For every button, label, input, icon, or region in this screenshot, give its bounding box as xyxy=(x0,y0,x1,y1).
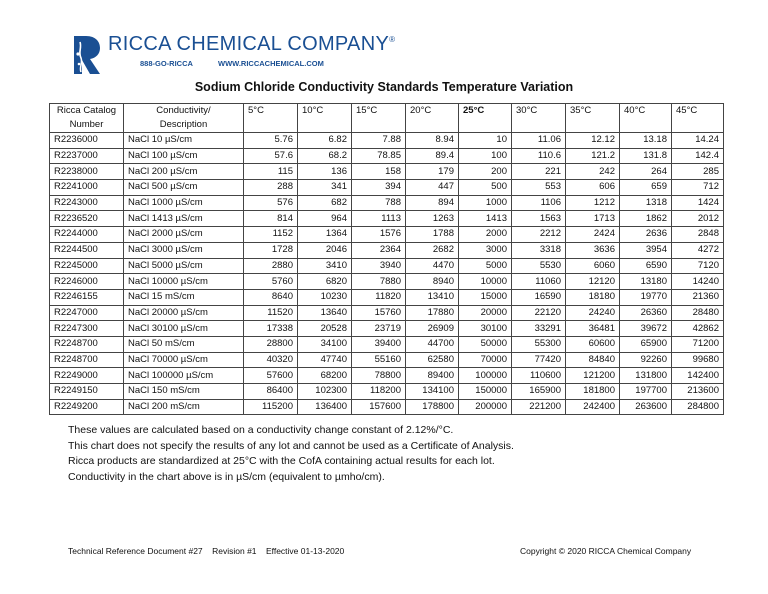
header-temp-40c: 40°C xyxy=(620,104,672,133)
header-temp-10c: 10°C xyxy=(298,104,352,133)
conductivity-value-cell: 6820 xyxy=(298,274,352,290)
conductivity-value-cell: 100000 xyxy=(459,368,512,384)
conductivity-value-cell: 23719 xyxy=(352,321,406,337)
conductivity-value-cell: 19770 xyxy=(620,289,672,305)
conductivity-value-cell: 33291 xyxy=(512,321,566,337)
conductivity-value-cell: 242400 xyxy=(566,399,620,415)
conductivity-value-cell: 5530 xyxy=(512,258,566,274)
conductivity-value-cell: 264 xyxy=(620,164,672,180)
conductivity-value-cell: 288 xyxy=(244,180,298,196)
catalog-number-cell: R2248700 xyxy=(50,336,124,352)
conductivity-value-cell: 7880 xyxy=(352,274,406,290)
header-temp-25c: 25°C xyxy=(459,104,512,133)
conductivity-value-cell: 62580 xyxy=(406,352,459,368)
catalog-number-cell: R2249150 xyxy=(50,384,124,400)
conductivity-value-cell: 110.6 xyxy=(512,148,566,164)
conductivity-value-cell: 157600 xyxy=(352,399,406,415)
conductivity-value-cell: 55160 xyxy=(352,352,406,368)
catalog-number-cell: R2237000 xyxy=(50,148,124,164)
conductivity-value-cell: 3318 xyxy=(512,242,566,258)
description-cell: NaCl 30100 µS/cm xyxy=(124,321,244,337)
description-cell: NaCl 70000 µS/cm xyxy=(124,352,244,368)
conductivity-value-cell: 8940 xyxy=(406,274,459,290)
conductivity-value-cell: 2212 xyxy=(512,227,566,243)
conductivity-value-cell: 34100 xyxy=(298,336,352,352)
document-title: Sodium Chloride Conductivity Standards Temperature Variation xyxy=(194,80,574,94)
conductivity-value-cell: 7.88 xyxy=(352,133,406,149)
catalog-number-cell: R2236520 xyxy=(50,211,124,227)
conductivity-value-cell: 1413 xyxy=(459,211,512,227)
conductivity-value-cell: 77420 xyxy=(512,352,566,368)
description-cell: NaCl 1000 µS/cm xyxy=(124,195,244,211)
header-catalog-number: Ricca Catalog Number xyxy=(50,104,124,133)
conductivity-value-cell: 447 xyxy=(406,180,459,196)
conductivity-value-cell: 2364 xyxy=(352,242,406,258)
company-name: RICCA CHEMICAL COMPANY® xyxy=(108,33,396,55)
conductivity-value-cell: 5000 xyxy=(459,258,512,274)
conductivity-value-cell: 11820 xyxy=(352,289,406,305)
conductivity-value-cell: 2682 xyxy=(406,242,459,258)
conductivity-value-cell: 1212 xyxy=(566,195,620,211)
conductivity-value-cell: 576 xyxy=(244,195,298,211)
conductivity-value-cell: 2880 xyxy=(244,258,298,274)
catalog-number-cell: R2248700 xyxy=(50,352,124,368)
conductivity-value-cell: 3000 xyxy=(459,242,512,258)
table-row xyxy=(50,399,724,415)
conductivity-value-cell: 57600 xyxy=(244,368,298,384)
footer-copyright: Copyright © 2020 RICCA Chemical Company xyxy=(520,546,692,556)
conductivity-value-cell: 10230 xyxy=(298,289,352,305)
catalog-number-cell: R2243000 xyxy=(50,195,124,211)
conductivity-value-cell: 1424 xyxy=(672,195,724,211)
notes xyxy=(68,423,514,485)
conductivity-value-cell: 70000 xyxy=(459,352,512,368)
conductivity-value-cell: 284800 xyxy=(672,399,724,415)
conductivity-value-cell: 20528 xyxy=(298,321,352,337)
conductivity-value-cell: 1713 xyxy=(566,211,620,227)
header-temp-5c: 5°C xyxy=(244,104,298,133)
table-row xyxy=(50,368,724,384)
conductivity-value-cell: 3636 xyxy=(566,242,620,258)
conductivity-value-cell: 22120 xyxy=(512,305,566,321)
header-temp-15c: 15°C xyxy=(352,104,406,133)
description-cell: NaCl 50 mS/cm xyxy=(124,336,244,352)
table-row xyxy=(50,211,724,227)
conductivity-value-cell: 894 xyxy=(406,195,459,211)
conductivity-value-cell: 118200 xyxy=(352,384,406,400)
catalog-number-cell: R2247300 xyxy=(50,321,124,337)
table-row xyxy=(50,289,724,305)
conductivity-value-cell: 39400 xyxy=(352,336,406,352)
conductivity-value-cell: 21360 xyxy=(672,289,724,305)
conductivity-value-cell: 39672 xyxy=(620,321,672,337)
conductivity-value-cell: 8640 xyxy=(244,289,298,305)
conductivity-value-cell: 30100 xyxy=(459,321,512,337)
catalog-number-cell: R2249200 xyxy=(50,399,124,415)
conductivity-value-cell: 181800 xyxy=(566,384,620,400)
conductivity-value-cell: 814 xyxy=(244,211,298,227)
conductivity-value-cell: 115200 xyxy=(244,399,298,415)
conductivity-value-cell: 3410 xyxy=(298,258,352,274)
conductivity-value-cell: 17338 xyxy=(244,321,298,337)
conductivity-value-cell: 40320 xyxy=(244,352,298,368)
conductivity-value-cell: 1364 xyxy=(298,227,352,243)
conductivity-value-cell: 3954 xyxy=(620,242,672,258)
conductivity-value-cell: 11060 xyxy=(512,274,566,290)
description-cell: NaCl 200 µS/cm xyxy=(124,164,244,180)
conductivity-value-cell: 89.4 xyxy=(406,148,459,164)
ricca-logo-icon xyxy=(72,34,104,76)
catalog-number-cell: R2244500 xyxy=(50,242,124,258)
conductivity-value-cell: 92260 xyxy=(620,352,672,368)
conductivity-value-cell: 788 xyxy=(352,195,406,211)
conductivity-value-cell: 65900 xyxy=(620,336,672,352)
conductivity-value-cell: 131.8 xyxy=(620,148,672,164)
conductivity-value-cell: 14240 xyxy=(672,274,724,290)
table-row xyxy=(50,384,724,400)
conductivity-value-cell: 6060 xyxy=(566,258,620,274)
conductivity-value-cell: 11520 xyxy=(244,305,298,321)
table-row xyxy=(50,336,724,352)
conductivity-value-cell: 165900 xyxy=(512,384,566,400)
conductivity-value-cell: 121.2 xyxy=(566,148,620,164)
catalog-number-cell: R2247000 xyxy=(50,305,124,321)
description-cell: NaCl 10 µS/cm xyxy=(124,133,244,149)
table-header-row xyxy=(50,104,724,133)
conductivity-value-cell: 13180 xyxy=(620,274,672,290)
conductivity-value-cell: 15000 xyxy=(459,289,512,305)
conductivity-value-cell: 2012 xyxy=(672,211,724,227)
conductivity-value-cell: 200 xyxy=(459,164,512,180)
conductivity-value-cell: 2046 xyxy=(298,242,352,258)
conductivity-value-cell: 394 xyxy=(352,180,406,196)
description-cell: NaCl 20000 µS/cm xyxy=(124,305,244,321)
conductivity-value-cell: 964 xyxy=(298,211,352,227)
company-phone: 888-GO-RICCA xyxy=(140,59,193,68)
catalog-number-cell: R2241000 xyxy=(50,180,124,196)
conductivity-value-cell: 68.2 xyxy=(298,148,352,164)
conductivity-value-cell: 1563 xyxy=(512,211,566,227)
conductivity-value-cell: 1576 xyxy=(352,227,406,243)
conductivity-value-cell: 136 xyxy=(298,164,352,180)
conductivity-value-cell: 8.94 xyxy=(406,133,459,149)
conductivity-table xyxy=(49,103,724,415)
header-temp-45c: 45°C xyxy=(672,104,724,133)
conductivity-value-cell: 2000 xyxy=(459,227,512,243)
description-cell: NaCl 3000 µS/cm xyxy=(124,242,244,258)
conductivity-value-cell: 1263 xyxy=(406,211,459,227)
conductivity-value-cell: 242 xyxy=(566,164,620,180)
conductivity-value-cell: 15760 xyxy=(352,305,406,321)
conductivity-value-cell: 1113 xyxy=(352,211,406,227)
table-row xyxy=(50,164,724,180)
conductivity-value-cell: 115 xyxy=(244,164,298,180)
conductivity-value-cell: 142400 xyxy=(672,368,724,384)
conductivity-value-cell: 17880 xyxy=(406,305,459,321)
header-temp-20c: 20°C xyxy=(406,104,459,133)
conductivity-value-cell: 4272 xyxy=(672,242,724,258)
table-row xyxy=(50,242,724,258)
conductivity-value-cell: 179 xyxy=(406,164,459,180)
catalog-number-cell: R2249000 xyxy=(50,368,124,384)
description-cell: NaCl 10000 µS/cm xyxy=(124,274,244,290)
conductivity-value-cell: 36481 xyxy=(566,321,620,337)
conductivity-value-cell: 78800 xyxy=(352,368,406,384)
description-cell: NaCl 500 µS/cm xyxy=(124,180,244,196)
conductivity-value-cell: 44700 xyxy=(406,336,459,352)
conductivity-value-cell: 158 xyxy=(352,164,406,180)
note-line: Ricca products are standardized at 25°C with the CofA containing actual results for each lot. xyxy=(68,455,495,467)
conductivity-value-cell: 28800 xyxy=(244,336,298,352)
description-cell: NaCl 100 µS/cm xyxy=(124,148,244,164)
description-cell: NaCl 200 mS/cm xyxy=(124,399,244,415)
conductivity-value-cell: 142.4 xyxy=(672,148,724,164)
conductivity-value-cell: 20000 xyxy=(459,305,512,321)
catalog-number-cell: R2236000 xyxy=(50,133,124,149)
description-cell: NaCl 100000 µS/cm xyxy=(124,368,244,384)
conductivity-value-cell: 68200 xyxy=(298,368,352,384)
conductivity-value-cell: 659 xyxy=(620,180,672,196)
conductivity-value-cell: 1318 xyxy=(620,195,672,211)
table-row xyxy=(50,133,724,149)
table-row xyxy=(50,195,724,211)
conductivity-value-cell: 100 xyxy=(459,148,512,164)
conductivity-value-cell: 1728 xyxy=(244,242,298,258)
description-cell: NaCl 2000 µS/cm xyxy=(124,227,244,243)
catalog-number-cell: R2245000 xyxy=(50,258,124,274)
conductivity-value-cell: 71200 xyxy=(672,336,724,352)
conductivity-value-cell: 89400 xyxy=(406,368,459,384)
table-body xyxy=(50,133,724,415)
conductivity-value-cell: 42862 xyxy=(672,321,724,337)
conductivity-value-cell: 6590 xyxy=(620,258,672,274)
conductivity-value-cell: 2636 xyxy=(620,227,672,243)
conductivity-value-cell: 200000 xyxy=(459,399,512,415)
conductivity-value-cell: 1000 xyxy=(459,195,512,211)
conductivity-value-cell: 102300 xyxy=(298,384,352,400)
conductivity-value-cell: 150000 xyxy=(459,384,512,400)
header-temp-35c: 35°C xyxy=(566,104,620,133)
conductivity-value-cell: 12.12 xyxy=(566,133,620,149)
table-row xyxy=(50,274,724,290)
note-line: Conductivity in the chart above is in µS/cm (equivalent to µmho/cm). xyxy=(68,470,385,483)
table-row xyxy=(50,258,724,274)
conductivity-value-cell: 47740 xyxy=(298,352,352,368)
note-line: This chart does not specify the results of any lot and cannot be used as a Certificate of Analysis. xyxy=(68,439,514,452)
description-cell: NaCl 15 mS/cm xyxy=(124,289,244,305)
table-row xyxy=(50,352,724,368)
conductivity-value-cell: 1788 xyxy=(406,227,459,243)
catalog-number-cell: R2246000 xyxy=(50,274,124,290)
conductivity-value-cell: 55300 xyxy=(512,336,566,352)
conductivity-value-cell: 13410 xyxy=(406,289,459,305)
conductivity-value-cell: 1152 xyxy=(244,227,298,243)
conductivity-value-cell: 57.6 xyxy=(244,148,298,164)
conductivity-value-cell: 1106 xyxy=(512,195,566,211)
company-website: WWW.RICCACHEMICAL.COM xyxy=(218,59,324,68)
conductivity-value-cell: 263600 xyxy=(620,399,672,415)
conductivity-value-cell: 14.24 xyxy=(672,133,724,149)
table-row xyxy=(50,148,724,164)
conductivity-value-cell: 285 xyxy=(672,164,724,180)
catalog-number-cell: R2244000 xyxy=(50,227,124,243)
conductivity-value-cell: 136400 xyxy=(298,399,352,415)
conductivity-value-cell: 553 xyxy=(512,180,566,196)
conductivity-value-cell: 221 xyxy=(512,164,566,180)
conductivity-value-cell: 197700 xyxy=(620,384,672,400)
conductivity-value-cell: 10000 xyxy=(459,274,512,290)
conductivity-value-cell: 99680 xyxy=(672,352,724,368)
note-line: These values are calculated based on a conductivity change constant of 2.12%/°C. xyxy=(68,424,454,436)
conductivity-value-cell: 712 xyxy=(672,180,724,196)
conductivity-value-cell: 16590 xyxy=(512,289,566,305)
header-temp-30c: 30°C xyxy=(512,104,566,133)
conductivity-value-cell: 4470 xyxy=(406,258,459,274)
conductivity-value-cell: 50000 xyxy=(459,336,512,352)
conductivity-value-cell: 221200 xyxy=(512,399,566,415)
conductivity-value-cell: 6.82 xyxy=(298,133,352,149)
conductivity-value-cell: 13.18 xyxy=(620,133,672,149)
conductivity-value-cell: 60600 xyxy=(566,336,620,352)
conductivity-value-cell: 341 xyxy=(298,180,352,196)
conductivity-value-cell: 682 xyxy=(298,195,352,211)
table-row xyxy=(50,321,724,337)
conductivity-value-cell: 12120 xyxy=(566,274,620,290)
table-row xyxy=(50,180,724,196)
conductivity-value-cell: 13640 xyxy=(298,305,352,321)
conductivity-value-cell: 606 xyxy=(566,180,620,196)
conductivity-value-cell: 121200 xyxy=(566,368,620,384)
conductivity-value-cell: 5760 xyxy=(244,274,298,290)
table-row xyxy=(50,227,724,243)
description-cell: NaCl 5000 µS/cm xyxy=(124,258,244,274)
conductivity-value-cell: 24240 xyxy=(566,305,620,321)
conductivity-value-cell: 213600 xyxy=(672,384,724,400)
conductivity-value-cell: 1862 xyxy=(620,211,672,227)
conductivity-value-cell: 18180 xyxy=(566,289,620,305)
header-description: Conductivity/ Description xyxy=(124,104,244,133)
conductivity-value-cell: 26360 xyxy=(620,305,672,321)
catalog-number-cell: R2238000 xyxy=(50,164,124,180)
conductivity-value-cell: 2424 xyxy=(566,227,620,243)
description-cell: NaCl 1413 µS/cm xyxy=(124,211,244,227)
conductivity-value-cell: 110600 xyxy=(512,368,566,384)
conductivity-value-cell: 26909 xyxy=(406,321,459,337)
conductivity-value-cell: 86400 xyxy=(244,384,298,400)
conductivity-value-cell: 10 xyxy=(459,133,512,149)
conductivity-value-cell: 5.76 xyxy=(244,133,298,149)
table-row xyxy=(50,305,724,321)
conductivity-value-cell: 2848 xyxy=(672,227,724,243)
conductivity-value-cell: 134100 xyxy=(406,384,459,400)
catalog-number-cell: R2246155 xyxy=(50,289,124,305)
conductivity-value-cell: 28480 xyxy=(672,305,724,321)
footer-document-info: Technical Reference Document #27 Revision #1 Effective 01-13-2020 xyxy=(68,546,345,556)
conductivity-value-cell: 78.85 xyxy=(352,148,406,164)
description-cell: NaCl 150 mS/cm xyxy=(124,384,244,400)
conductivity-value-cell: 3940 xyxy=(352,258,406,274)
conductivity-value-cell: 500 xyxy=(459,180,512,196)
conductivity-value-cell: 84840 xyxy=(566,352,620,368)
conductivity-value-cell: 131800 xyxy=(620,368,672,384)
conductivity-value-cell: 7120 xyxy=(672,258,724,274)
registered-mark: ® xyxy=(389,35,396,44)
conductivity-value-cell: 11.06 xyxy=(512,133,566,149)
conductivity-value-cell: 178800 xyxy=(406,399,459,415)
